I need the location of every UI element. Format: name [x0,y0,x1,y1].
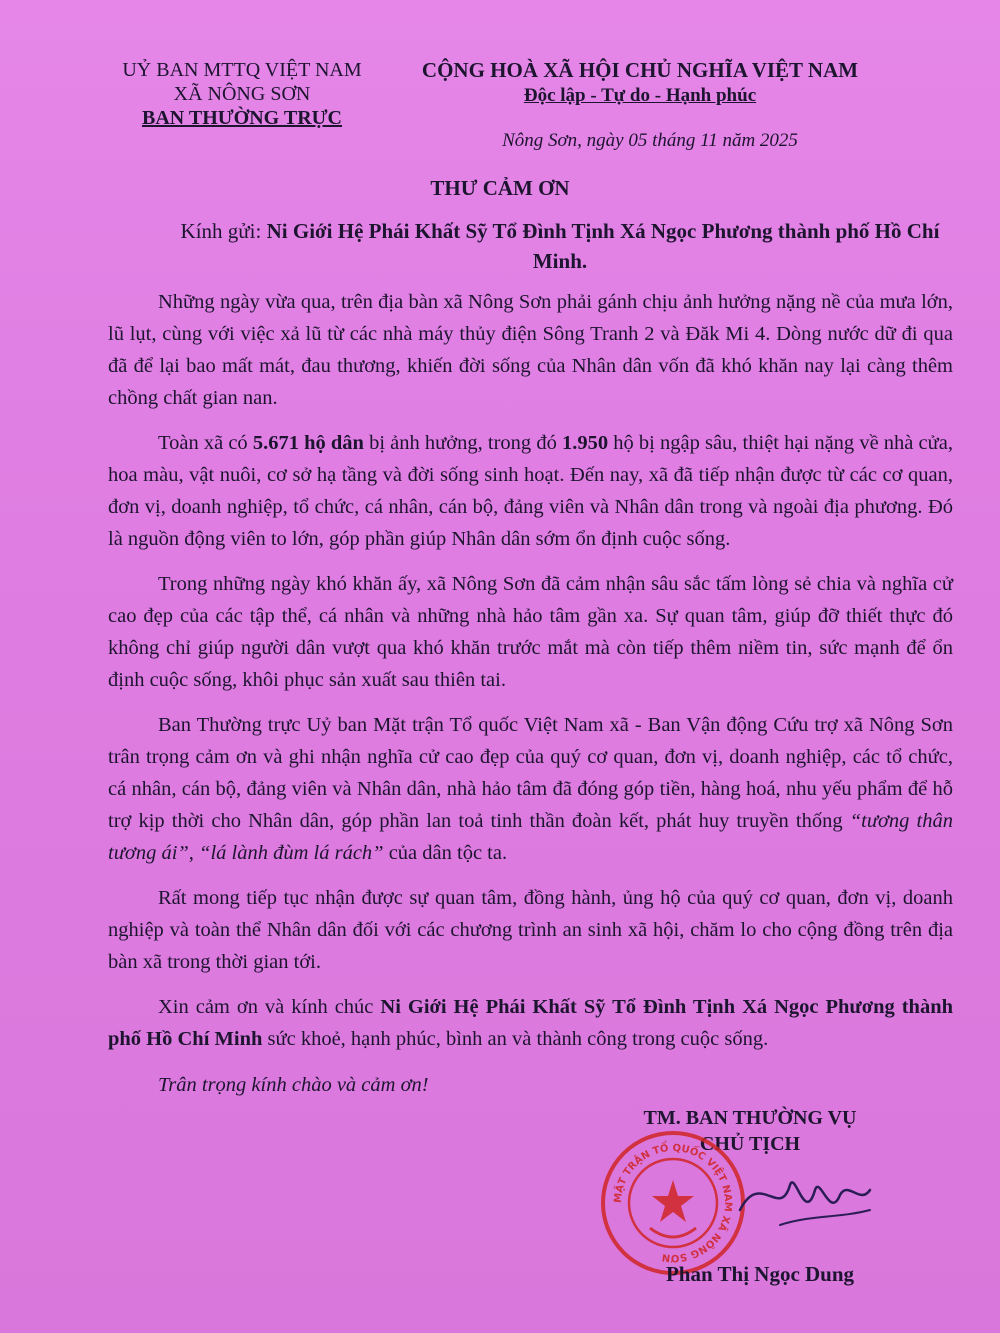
paragraph-5: Rất mong tiếp tục nhận được sự quan tâm, đồng hành, ủng hộ của quý cơ quan, đơn vị, doanh nghiệp và toàn thể Nhân dân đối với các chương trình an sinh xã hội, chăm lo cho cộng đồng trên địa bàn xã trong thời gian tới. [108,887,953,973]
p6-recipient-name: Ni Giới Hệ Phái Khất Sỹ Tổ Đình Tịnh Xá Ngọc Phương thành phố Hồ Chí Minh [108,996,953,1050]
national-motto: Độc lập - Tự do - Hạnh phúc [523,85,757,106]
issuer-line1: UỶ BAN MTTQ VIỆT NAM [122,59,362,81]
p6-text-c: sức khoẻ, hạnh phúc, bình an và thành công trong cuộc sống. [262,1028,769,1050]
star-icon [652,1180,694,1222]
paragraph-3: Trong những ngày khó khăn ấy, xã Nông Sơn đã cảm nhận sâu sắc tấm lòng sẻ chia và nghĩa cử cao đẹp của các tập thể, cá nhân và những nhà hảo tâm gần xa. Sự quan tâm, giúp đỡ thiết thực đó không chỉ giúp người dân vượt qua khó khăn trước mắt mà còn tiếp thêm niềm tin, sức mạnh để ổn định cuộc sống, khôi phục sản xuất sau thiên tai. [108,573,953,691]
signer-name: Phan Thị Ngọc Dung [665,1262,855,1286]
closing-line: Trân trọng kính chào và cảm ơn! [158,1074,429,1096]
paragraph-4 [108,709,953,869]
issuer-line3: BAN THƯỜNG TRỰC [141,107,343,129]
p2-text-e: hộ bị ngập sâu, thiệt hại nặng về nhà cửa, hoa màu, vật nuôi, cơ sở hạ tầng và đời sống sinh hoạt. Đến nay, xã đã tiếp nhận được từ các cơ quan, đơn vị, doanh nghiệp, tổ chức, cá nhân, cán bộ, đảng viên và Nhân dân trong và ngoài địa phương. Đó là nguồn động viên to lớn, góp phần giúp Nhân dân sớm ổn định cuộc sống. [108,432,953,550]
paragraph-6 [108,991,953,1055]
p2-text-a: Toàn xã có [158,432,253,454]
flooded-households: 1.950 [561,432,609,454]
signature-title: TM. BAN THƯỜNG VỤ [643,1107,857,1129]
paragraph-2 [108,427,953,555]
recipient-name: Ni Giới Hệ Phái Khất Sỹ Tổ Đình Tịnh Xá Ngọc Phương thành phố Hồ Chí Minh. [266,219,940,273]
letter-body [108,286,953,1068]
p4-text-a: Ban Thường trực Uỷ ban Mặt trận Tổ quốc Việt Nam xã - Ban Vận động Cứu trợ xã Nông Sơn trân trọng cảm ơn và ghi nhận nghĩa cử cao đẹp của quý cơ quan, đơn vị, doanh nghiệp, các tổ chức, cá nhân, cán bộ, đảng viên và Nhân dân, nhà hảo tâm đã đóng góp tiền, hàng hoá, nhu yếu phẩm để hỗ trợ kịp thời cho Nhân dân, góp phần lan toả tinh thần đoàn kết, phát huy truyền thống [108,714,953,832]
p6-text-a: Xin cảm ơn và kính chúc [158,996,381,1018]
national-title: CỘNG HOÀ XÃ HỘI CHỦ NGHĨA VIỆT NAM [421,58,859,82]
letter-title: THƯ CẢM ƠN [430,176,570,200]
issuer-header [92,58,392,130]
p4-text-c: , [188,842,200,864]
p4-text-e: của dân tộc ta. [383,842,508,864]
national-header [405,57,875,109]
stamp-text: MẶT TRẬN TỔ QUỐC VIỆT NAM XÃ NÔNG SƠN [612,1142,734,1264]
paragraph-1: Những ngày vừa qua, trên địa bàn xã Nông Sơn phải gánh chịu ảnh hưởng nặng nề của mưa lớn, lũ lụt, cùng với việc xả lũ từ các nhà máy thủy điện Sông Tranh 2 và Đăk Mi 4. Dòng nước dữ đi qua đã để lại bao mất mát, đau thương, khiến đời sống của Nhân dân vốn đã khó khăn nay lại càng thêm chồng chất gian nan. [108,291,953,409]
signature-role: CHỦ TỊCH [699,1133,801,1155]
issuer-line2: XÃ NÔNG SƠN [173,83,311,105]
p4-quote-2: “lá lành đùm lá rách” [199,842,384,864]
p2-text-c: bị ảnh hưởng, trong đó [363,432,562,454]
handwritten-signature [720,1150,880,1240]
recipient [160,216,960,276]
affected-households: 5.671 hộ dân [252,432,364,454]
p4-quote-1: “tương thân tương ái” [108,810,953,864]
dateline: Nông Sơn, ngày 05 tháng 11 năm 2025 [502,130,798,151]
recipient-prefix: Kính gửi: [180,219,262,243]
